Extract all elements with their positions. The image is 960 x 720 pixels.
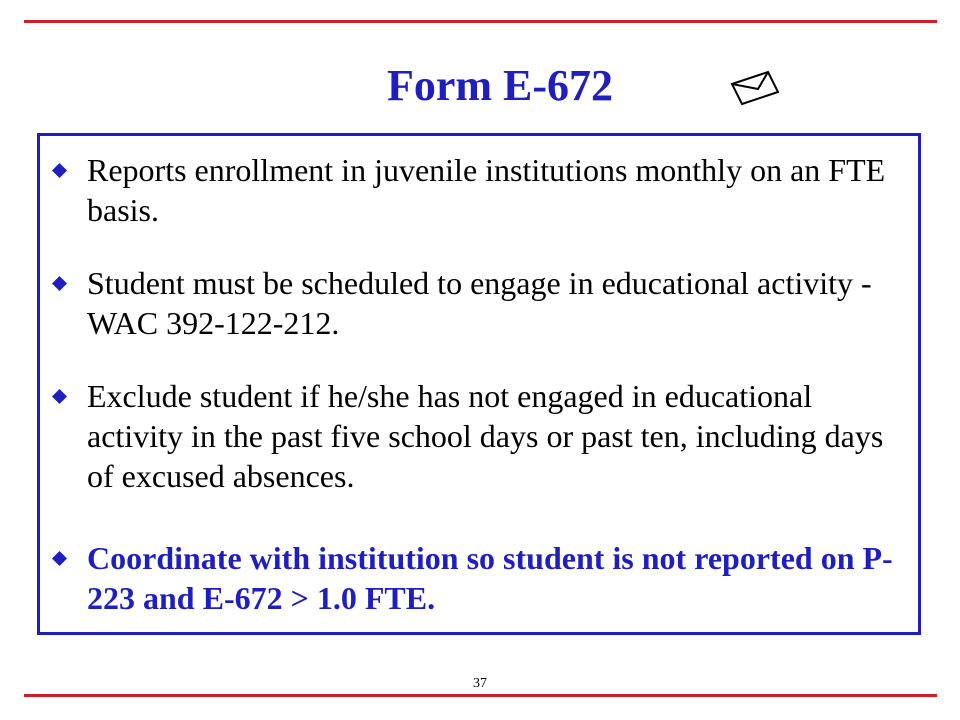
envelope-icon [728, 70, 782, 106]
top-divider [24, 20, 937, 23]
bullet-item-enrollment [52, 150, 902, 230]
bullet-text: Coordinate with institution so student is not reported on P-223 and E-672 > 1.0 FTE. [87, 540, 893, 616]
slide-title: Form E-672 [386, 61, 614, 110]
bullet-text: Exclude student if he/she has not engaged in educational activity in the past five school days or past ten, including days of excused absences. [87, 378, 884, 494]
diamond-bullet-icon [52, 163, 67, 178]
bullet-item-coordination [52, 538, 902, 618]
diamond-bullet-icon [52, 551, 67, 566]
bullet-item-scheduling [52, 263, 902, 343]
bullet-text: Student must be scheduled to engage in educational activity - WAC 392-122-212. [87, 265, 872, 341]
page-number: 37 [473, 676, 487, 691]
diamond-bullet-icon [52, 389, 67, 404]
bottom-divider [24, 694, 937, 697]
diamond-bullet-icon [52, 276, 67, 291]
bullet-text: Reports enrollment in juvenile institutions monthly on an FTE basis. [87, 152, 886, 228]
bullet-item-exclusion [52, 376, 902, 496]
